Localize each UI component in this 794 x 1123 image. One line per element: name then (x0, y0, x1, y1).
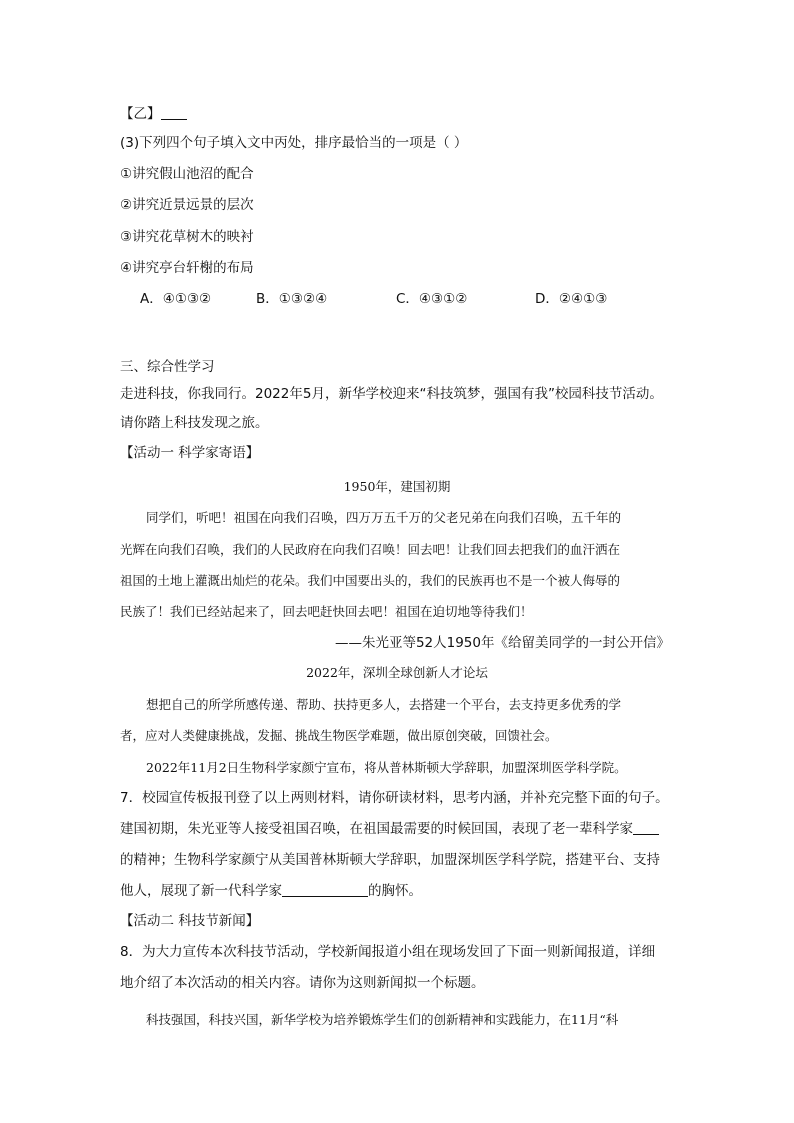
question-3-stem: (3)下列四个句子填入文中丙处，排序最恰当的一项是（ ） (120, 135, 468, 151)
q3-item-3: ③讲究花草树木的映衬 (120, 229, 254, 245)
question-8-line-2: 地介绍了本次活动的相关内容。请你为这则新闻拟一个标题。 (120, 975, 485, 991)
question-7-line-4: 他人，展现了新一代科学家 的胸怀。 (120, 883, 422, 899)
material-1-line-2: 光辉在向我们召唤，我们的人民政府在向我们召唤！回去吧！让我们回去把我们的血汗洒在 (120, 542, 621, 557)
question-7-line-3: 的精神；生物科学家颜宁从美国普林斯顿大学辞职，加盟深圳医学科学院，搭建平台、支持 (120, 852, 660, 868)
q3-option-a[interactable]: A．④①③② (140, 291, 212, 307)
material-1-source: ——朱光亚等52人1950年《给留美同学的一封公开信》 (334, 635, 670, 651)
q3-item-1: ①讲究假山池沼的配合 (120, 166, 254, 182)
section-3-heading: 三、综合性学习 (120, 359, 215, 375)
material-2-title: 2022年，深圳全球创新人才论坛 (306, 665, 488, 680)
part-b-label: 【乙】 (120, 104, 187, 124)
material-1-line-1: 同学们，听吧！祖国在向我们召唤，四万万五千万的父老兄弟在向我们召唤，五千年的 (146, 510, 622, 525)
q3-item-2: ②讲究近景远景的层次 (120, 197, 254, 213)
part-b-blank[interactable] (161, 105, 187, 120)
material-2-line-2: 者，应对人类健康挑战，发掘、挑战生物医学难题，做出原创突破，回馈社会。 (120, 728, 558, 743)
q3-option-d[interactable]: D．②④①③ (535, 291, 608, 307)
material-1-title: 1950年，建国初期 (343, 479, 451, 494)
q3-option-c[interactable]: C．④③①② (396, 291, 468, 307)
question-7-line-1: 7．校园宣传板报刊登了以上两则材料，请你研读材料，思考内涵，并补充完整下面的句子。 (120, 790, 669, 806)
question-8-line-1: 8．为大力宣传本次科技节活动，学校新闻报道小组在现场发回了下面一则新闻报道，详细 (120, 944, 656, 960)
material-2-line-1: 想把自己的所学所感传递、帮助、扶持更多人，去搭建一个平台，去支持更多优秀的学 (146, 697, 622, 712)
material-1-line-4: 民族了！我们已经站起来了，回去吧赶快回去吧！祖国在迫切地等待我们！ (120, 604, 533, 619)
section-3-intro-line-1: 走进科技，你我同行。2022年5月，新华学校迎来“科技筑梦，强国有我”校园科技节活动。 (120, 386, 663, 402)
question-7-line-2: 建国初期，朱光亚等人接受祖国召唤，在祖国最需要的时候回国，表现了老一辈科学家 (120, 819, 659, 839)
news-line-1: 科技强国，科技兴国，新华学校为培养锻炼学生们的创新精神和实践能力，在11月“科 (146, 1012, 619, 1027)
q7-blank-2[interactable] (282, 882, 368, 897)
section-3-intro-line-2: 请你踏上科技发现之旅。 (120, 415, 269, 431)
q3-item-4: ④讲究亭台轩榭的布局 (120, 260, 254, 276)
activity-2-label: 【活动二 科技节新闻】 (120, 913, 260, 929)
q7-blank-1[interactable] (633, 820, 659, 835)
activity-1-label: 【活动一 科学家寄语】 (120, 445, 260, 461)
material-2-line-3: 2022年11月2日生物科学家颜宁宣布，将从普林斯顿大学辞职，加盟深圳医学科学院。 (146, 760, 627, 775)
material-1-line-3: 祖国的土地上灌溉出灿烂的花朵。我们中国要出头的，我们的民族再也不是一个被人侮辱的 (120, 573, 621, 588)
q3-option-b[interactable]: B．①③②④ (256, 291, 328, 307)
